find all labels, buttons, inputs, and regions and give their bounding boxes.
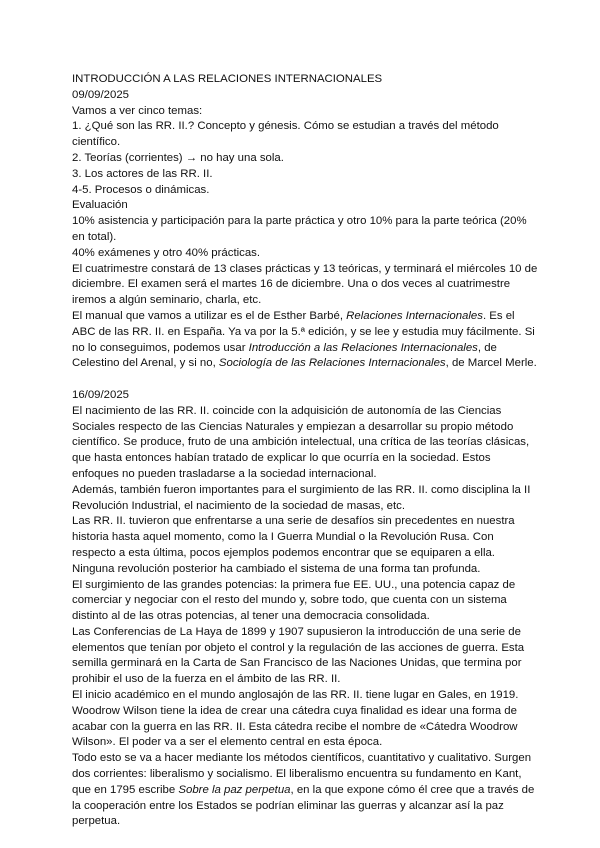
manual-text: El manual que vamos a utilizar es el de Esther Barbé, bbox=[72, 309, 347, 322]
section-gap bbox=[72, 372, 540, 388]
evaluation-paragraph: 10% asistencia y participación para la parte práctica y otro 10% para la parte teórica (20% en total). bbox=[72, 215, 527, 243]
body-text: , en la que expone cómo él cree que a través de la cooperación entre los Estados se podrían eliminar las guerras y alcanzar así la paz perpetua. bbox=[72, 783, 535, 828]
topic-item: 4-5. Procesos o dinámicas. bbox=[72, 183, 210, 196]
body-paragraph: El nacimiento de las RR. II. coincide con la adquisición de autonomía de las Ciencias Sociales respecto de las Ciencias Naturales y empiezan a desarrollar su propio método científico. Se produce, fruto de una ambición intelectual, una crítica de las teorías clásicas, que hasta entonces habían tratado de explicar lo que ocurría en la sociedad. Estos enfoques no pueden trasladarse a la sociedad internacional. bbox=[72, 404, 530, 480]
section-date: 16/09/2025 bbox=[72, 388, 130, 401]
schedule-paragraph: El cuatrimestre constará de 13 clases prácticas y 13 teóricas, y terminará el miércoles 10 de diciembre. El examen será el martes 16 de diciembre. Una o dos veces al cuatrimestre iremos a algún seminario, charla, etc. bbox=[72, 262, 538, 307]
topics-intro: Vamos a ver cinco temas: bbox=[72, 104, 203, 117]
body-paragraph bbox=[72, 751, 540, 830]
book-title: Sobre la paz perpetua bbox=[178, 783, 291, 796]
body-paragraph: El inicio académico en el mundo anglosajón de las RR. II. tiene lugar en Gales, en 1919. Woodrow Wilson tiene la idea de crear una cátedra cuya finalidad es idear una forma de acabar con la guerra en las RR. II. Esta cátedra recibe el nombre de «Cátedra Woodrow Wilson». El poder va a ser el elemento central en esta época. bbox=[72, 689, 519, 749]
manual-text: , de Marcel Merle. bbox=[445, 357, 537, 370]
body-text: Todo esto se va a hacer mediante los métodos científicos, cuantitativo y cualitativo. Surgen dos corrientes: liberalismo y socialismo. El liberalismo encuentra su fundamento en Kant, que en 1795 escribe bbox=[72, 752, 532, 796]
body-paragraph: Además, también fueron importantes para el surgimiento de las RR. II. como disciplina la II Revolución Industrial, el nacimiento de la sociedad de masas, etc. bbox=[72, 483, 531, 512]
topic-item: 2. Teorías (corrientes) → no hay una sola. bbox=[72, 151, 284, 164]
section-date: 09/09/2025 bbox=[72, 88, 130, 101]
body-paragraph: Las RR. II. tuvieron que enfrentarse a una serie de desafíos sin precedentes en nuestra historia hasta aquel momento, como la I Guerra Mundial o la Revolución Rusa. Con respecto a esta última, pocos ejemplos podemos encontrar que se equiparen a ella. Ninguna revolución posterior ha cambiado el sistema de una forma tan profunda. bbox=[72, 515, 515, 575]
manual-text: . Es el ABC de las RR. II. en España. Ya va por la 5.ª edición, y se lee y estudia muy fácilmente. Si no lo conseguimos, podemos usar bbox=[72, 309, 535, 354]
book-title: Sociología de las Relaciones Internacionales bbox=[218, 357, 446, 370]
body-paragraph: El surgimiento de las grandes potencias: la primera fue EE. UU., una potencia capaz de comerciar y negociar con el resto del mundo y, sobre todo, que cuenta con un sistema distinto al de las otras potencias, al tener una democracia consolidada. bbox=[72, 578, 516, 623]
manual-text: , de Celestino del Arenal, y si no, bbox=[72, 341, 497, 370]
book-title: Relaciones Internacionales bbox=[346, 309, 483, 322]
topic-item: 3. Los actores de las RR. II. bbox=[72, 167, 213, 180]
document-title: INTRODUCCIÓN A LAS RELACIONES INTERNACIONALES bbox=[72, 73, 383, 85]
evaluation-heading: Evaluación bbox=[72, 199, 128, 212]
manual-paragraph bbox=[72, 309, 540, 372]
evaluation-paragraph: 40% exámenes y otro 40% prácticas. bbox=[72, 246, 261, 259]
book-title: Introducción a las Relaciones Internacionales bbox=[248, 341, 478, 354]
body-paragraph: Las Conferencias de La Haya de 1899 y 1907 supusieron la introducción de una serie de elementos que tenían por objeto el control y la regulación de las acciones de guerra. Esta semilla germinará en la Carta de San Francisco de las Naciones Unidas, que termina por prohibir el uso de la fuerza en el ámbito de las RR. II. bbox=[72, 625, 525, 686]
topic-item: 1. ¿Qué son las RR. II.? Concepto y génesis. Cómo se estudian a través del método científico. bbox=[72, 120, 499, 149]
